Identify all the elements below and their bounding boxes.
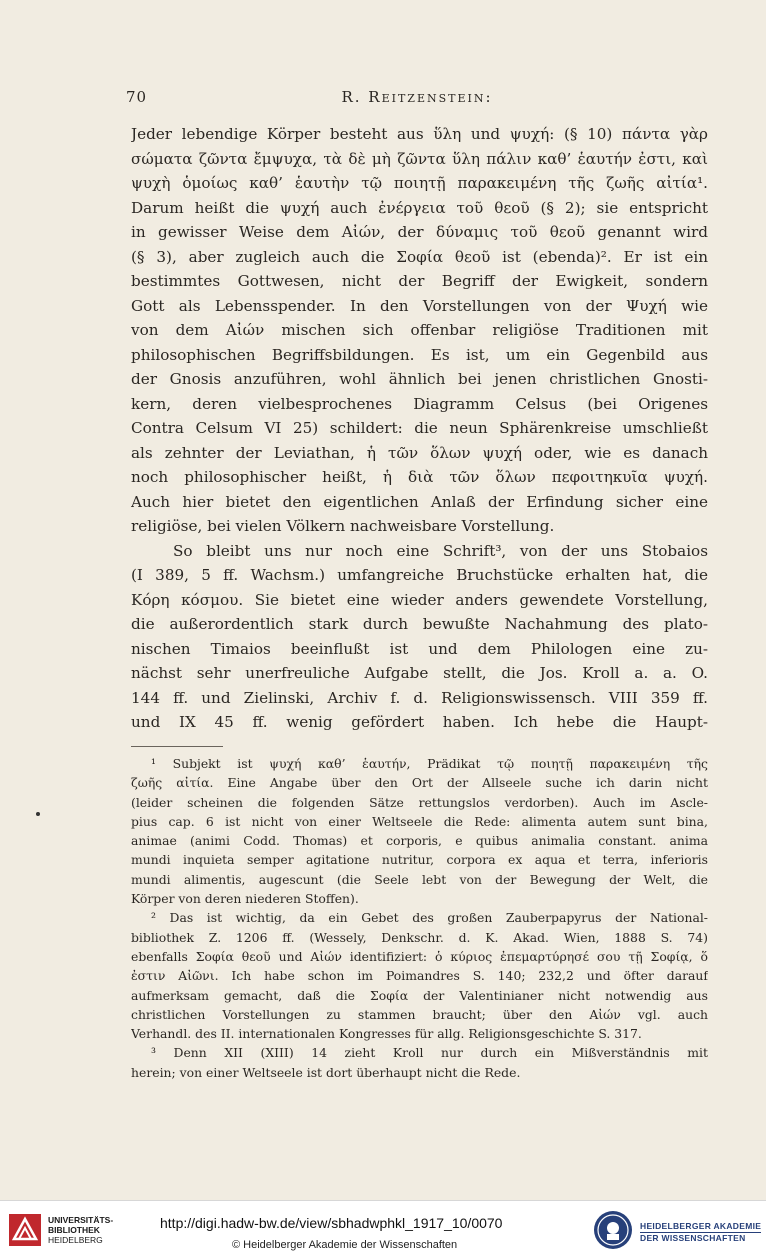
permalink-url[interactable]: http://digi.hadw-bw.de/view/sbhadwphkl_1917_10/0070 [160, 1215, 503, 1231]
footnote-line: ἐστιν Αἰῶνι. Ich habe schon im Poimandres S. 140; 232,2 und öfter darauf [131, 968, 708, 984]
text-line: und IX 45 ff. wenig gefördert haben. Ich hebe die Haupt- [131, 713, 708, 731]
text-line: Contra Celsum VI 25) schildert: die neun Sphärenkreise umschließt [131, 419, 708, 437]
page-header [126, 88, 708, 112]
text-line: Gott als Lebensspender. In den Vorstellungen von der Ψυχή wie [131, 296, 708, 315]
text-line: philosophischen Begriffsbildungen. Es ist, um ein Gegenbild aus [131, 345, 708, 364]
copyright-notice: © Heidelberger Akademie der Wissenschaften [232, 1239, 458, 1251]
footnote-line: mundi alimentis, augescunt (die Seele lebt von der Bewegung der Welt, die [131, 871, 708, 887]
hdaw-logo[interactable] [592, 1209, 762, 1253]
footnote-line: bibliothek Z. 1206 ff. (Wessely, Denkschr. d. K. Akad. Wien, 1888 S. 74) [131, 929, 708, 945]
text-line: bestimmtes Gottwesen, nicht der Begriff der Ewigkeit, sondern [131, 272, 708, 290]
page-number: 70 [126, 88, 148, 106]
footnote-line: animae (animi Codd. Thomas) et corporis, e quibus animalia constant. anima [131, 833, 708, 849]
text-line: nächst sehr unerfreuliche Aufgabe stellt, die Jos. Kroll a. a. O. [131, 664, 708, 682]
text-line: noch philosophischer heißt, ἡ διὰ τῶν ὅλων πεφοιτηκυῖα ψυχή. [131, 468, 708, 486]
text-line: von dem Αἰών mischen sich offenbar religiöse Traditionen mit [131, 321, 708, 339]
text-line: in gewisser Weise dem Αἰών, der δύναμις τοῦ θεοῦ genannt wird [131, 223, 708, 241]
text-line: ψυχὴ ὁμοίως καθ’ ἑαυτὴν τῷ ποιητῇ παρακειμένη τῆς ζωῆς αἰτία¹. [131, 174, 708, 192]
text-line: Jeder lebendige Körper besteht aus ὕλη und ψυχή: (§ 10) πάντα γὰρ [131, 125, 708, 143]
text-line: (I 389, 5 ff. Wachsm.) umfangreiche Bruchstücke erhalten hat, die [131, 566, 708, 584]
footnote-line: ³ Denn XII (XIII) 14 zieht Kroll nur durch ein Mißverständnis mit [151, 1045, 708, 1061]
text-line: nischen Timaios beeinflußt ist und dem Philologen eine zu- [131, 639, 708, 658]
ub-logo-icon [8, 1213, 42, 1247]
text-line: So bleibt uns nur noch eine Schrift³, von der uns Stobaios [173, 541, 708, 560]
text-line: (§ 3), aber zugleich auch die Σοφία θεοῦ ist (ebenda)². Er ist ein [131, 247, 708, 266]
footnote-line: (leider scheinen die folgenden Sätze rettungslos verdorben). Auch im Ascle- [131, 794, 708, 810]
viewer-footer [0, 1200, 766, 1260]
text-line: Auch hier bietet den eigentlichen Anlaß der Erfindung sicher eine [131, 492, 708, 511]
academy-seal-icon [592, 1209, 634, 1251]
text-line: 144 ff. und Zielinski, Archiv f. d. Religionswissensch. VIII 359 ff. [131, 688, 708, 707]
text-line: kern, deren vielbesprochenes Diagramm Celsus (bei Origenes [131, 394, 708, 413]
main-text [131, 122, 708, 735]
footnote-separator [131, 746, 223, 747]
text-line: die außerordentlich stark durch bewußte Nachahmung des plato- [131, 615, 708, 633]
footnote-line: ² Das ist wichtig, da ein Gebet des großen Zauberpapyrus der National- [151, 910, 708, 926]
ub-heidelberg-logo[interactable] [8, 1211, 138, 1251]
footnote-line: christlichen Vorstellungen zu stammen braucht; über den Αἰών vgl. auch [131, 1006, 708, 1022]
footnote-line: aufmerksam gemacht, daß die Σοφία der Valentinianer nicht notwendig aus [131, 987, 708, 1003]
ub-logo-text: UNIVERSITÄTS- BIBLIOTHEK HEIDELBERG [48, 1215, 114, 1245]
footnote-line: ¹ Subjekt ist ψυχή καθ’ ἑαυτήν, Prädikat τῷ ποιητῇ παρακειμένη τῆς [151, 756, 708, 771]
text-line: Darum heißt die ψυχή auch ἐνέργεια τοῦ θεοῦ (§ 2); sie entspricht [131, 198, 708, 217]
footnote-line: pius cap. 6 ist nicht von einer Weltseele die Rede: alimenta autem sunt bina, [131, 813, 708, 829]
footnote-line: Körper von deren niederen Stoffen). [131, 891, 359, 907]
running-title: R. Reitzenstein: [341, 88, 493, 106]
text-line: σώματα ζῶντα ἔμψυχα, τὰ δὲ μὴ ζῶντα ὕλη πάλιν καθ’ ἑαυτήν ἐστι, καὶ [131, 149, 708, 168]
footnote-line: Verhandl. des II. internationalen Kongresses für allg. Religionsgeschichte S. 317. [131, 1026, 642, 1042]
footnote-line: ζωῆς αἰτία. Eine Angabe über den Ort der Allseele suche ich darin nicht [131, 775, 708, 791]
text-line: religiöse, bei vielen Völkern nachweisbare Vorstellung. [131, 517, 555, 535]
footnote-line: mundi inquieta semper agitatione nutritur, corpora ex aqua et terra, inferioris [131, 852, 708, 868]
footnote-line: ebenfalls Σοφία θεοῦ und Αἰών identifiziert: ὁ κύριος ἐπεμαρτύρησέ σου τῇ Σοφίᾳ, ὅ [131, 948, 708, 964]
margin-mark [36, 812, 40, 816]
text-line: Κόρη κόσμου. Sie bietet eine wieder anders gewendete Vorstellung, [131, 590, 708, 609]
footnote-line: herein; von einer Weltseele ist dort überhaupt nicht die Rede. [131, 1064, 521, 1080]
text-line: als zehnter der Leviathan, ἡ τῶν ὅλων ψυχή oder, wie es danach [131, 443, 708, 462]
footnotes [131, 754, 708, 1082]
hdaw-logo-text: HEIDELBERGER AKADEMIE DER WISSENSCHAFTEN [640, 1221, 762, 1243]
text-line: der Gnosis anzuführen, wohl ähnlich bei jenen christlichen Gnosti- [131, 370, 708, 388]
